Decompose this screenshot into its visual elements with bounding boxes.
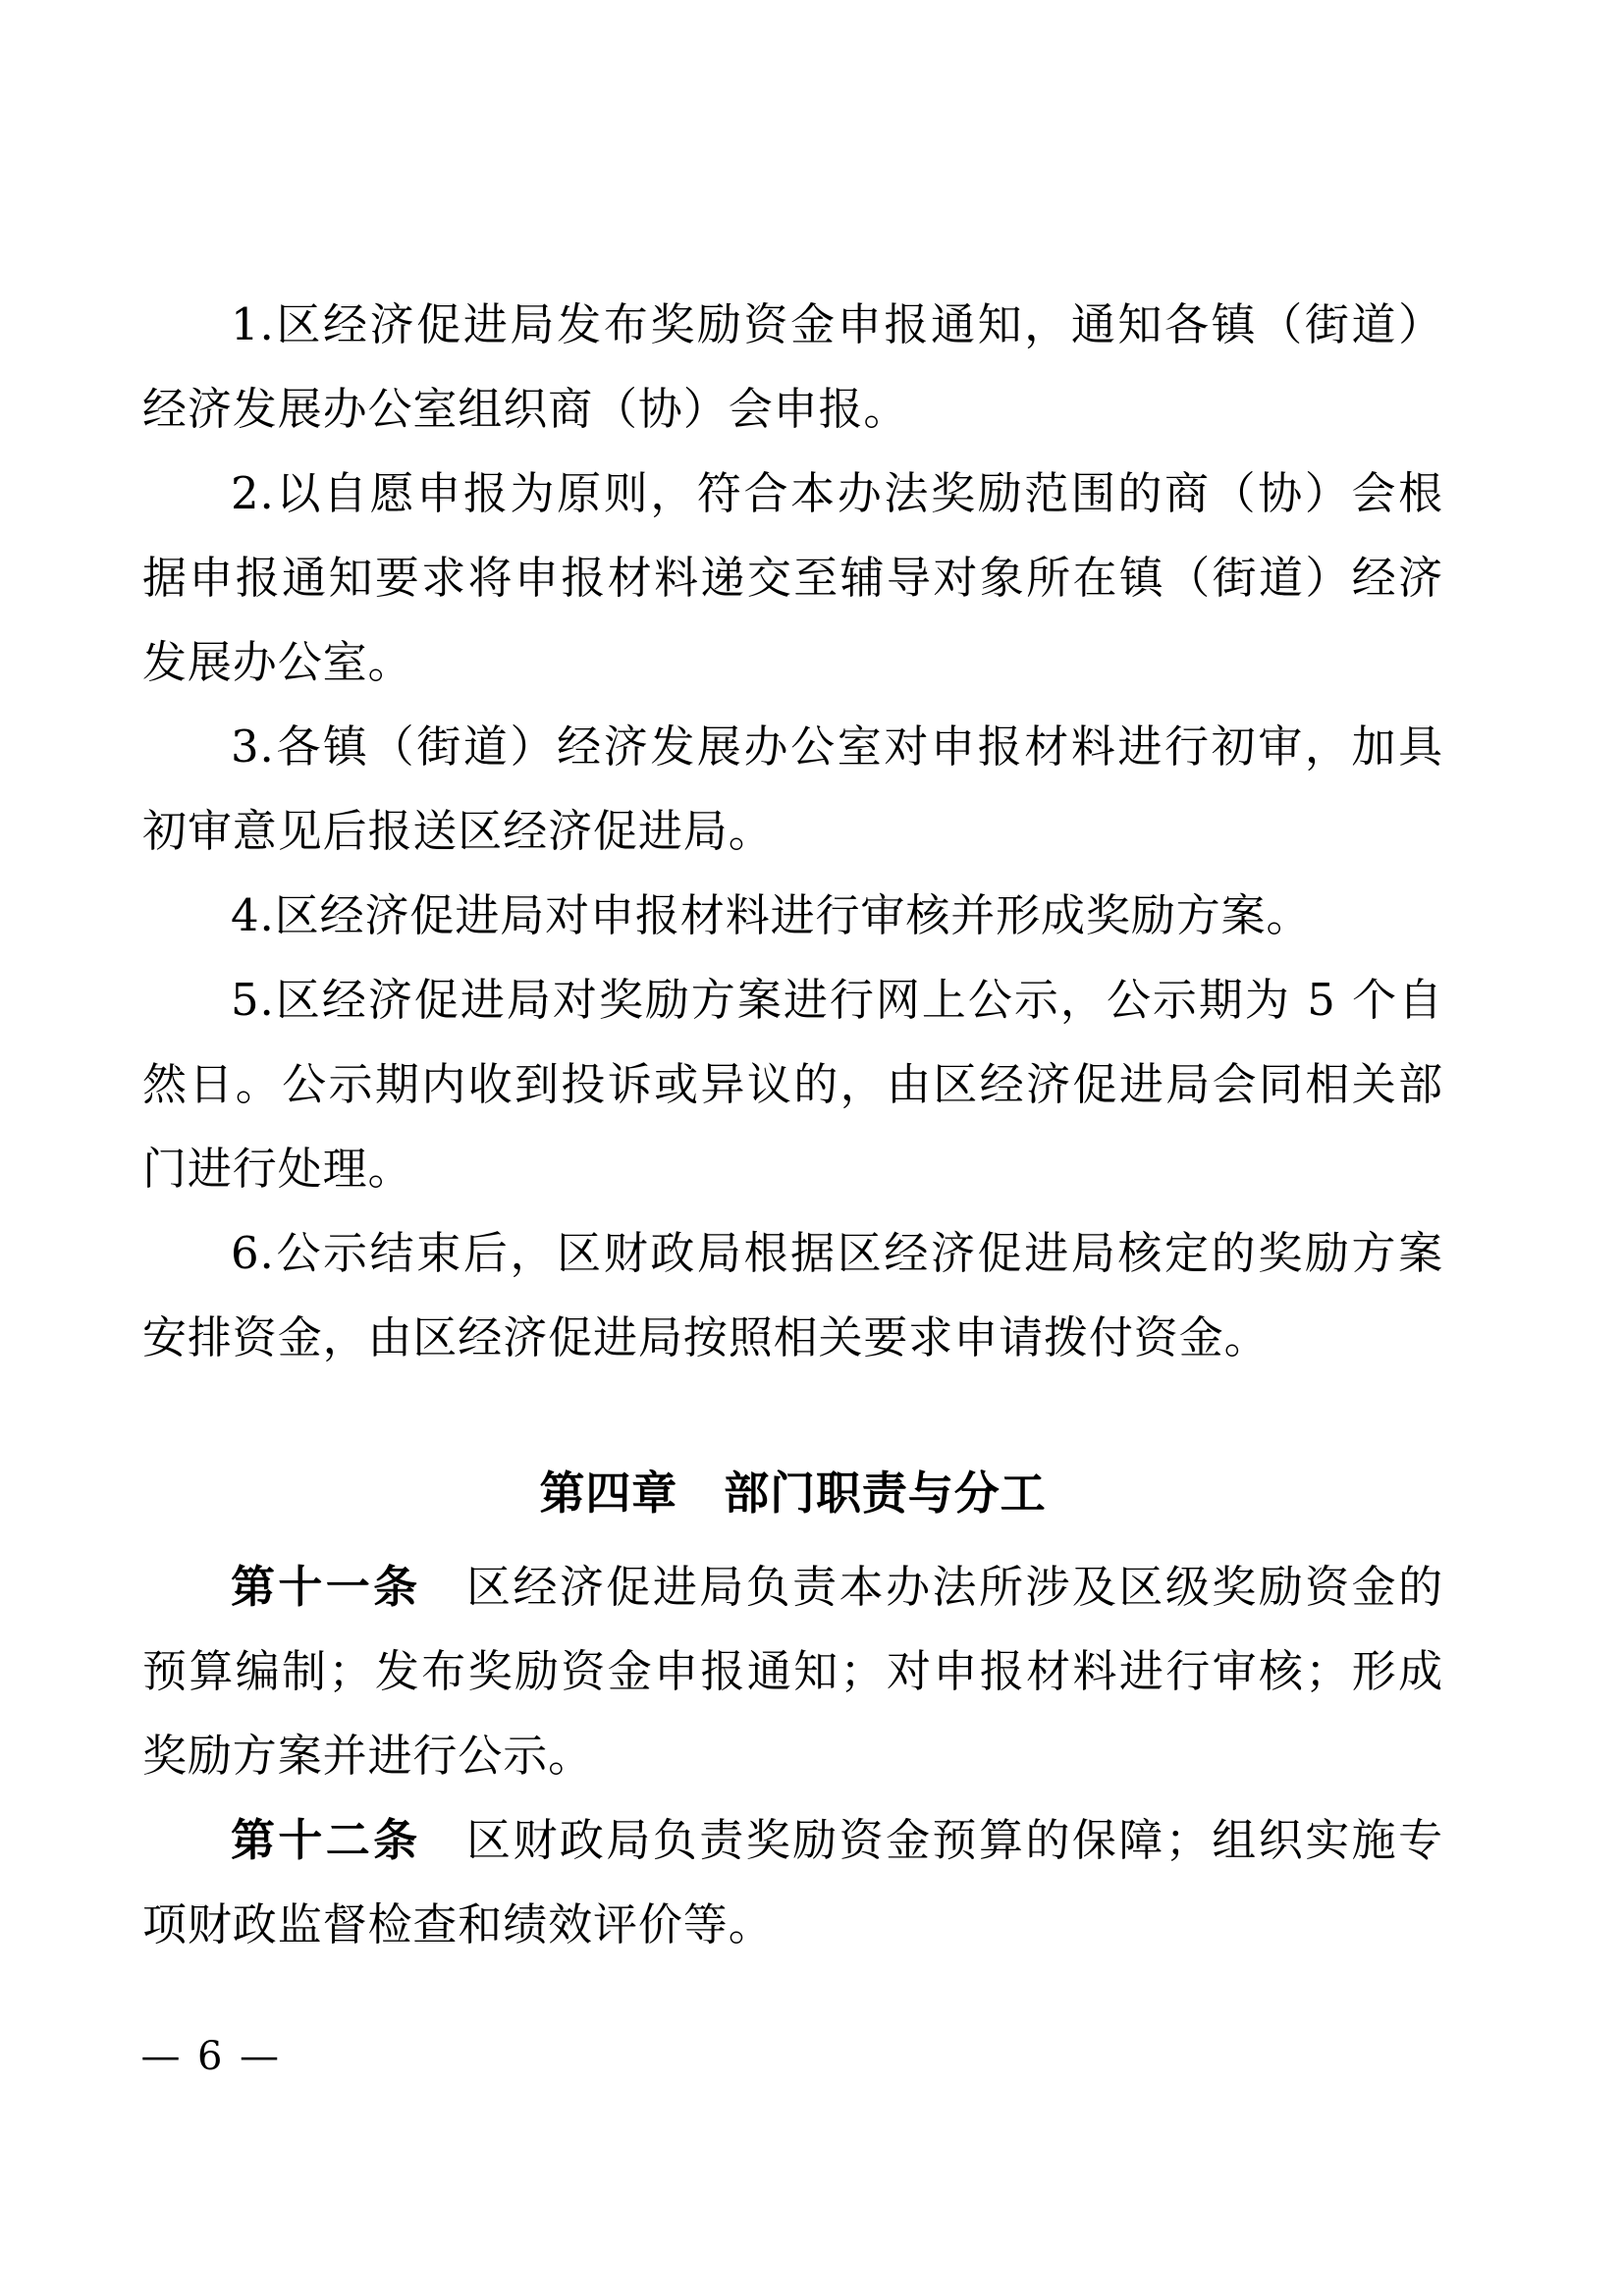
article-eleven-text: 区经济促进局负责本办法所涉及区级奖励资金的预算编制；发布奖励资金申报通知；对申报材料进行审核；形成奖励方案并进行公示。 (142, 1561, 1444, 1782)
article-twelve-text: 区财政局负责奖励资金预算的保障；组织实施专项财政监督检查和绩效评价等。 (142, 1814, 1444, 1950)
article-twelve-label: 第十二条 (231, 1814, 421, 1866)
page-number-footer: — 6 — (140, 2034, 282, 2079)
article-eleven-label: 第十一条 (231, 1561, 421, 1613)
procedure-item-5: 5.区经济促进局对奖励方案进行网上公示，公示期为 5 个自然日。公示期内收到投诉或异议的，由区经济促进局会同相关部门进行处理。 (142, 974, 1443, 1195)
article-eleven (142, 1545, 1443, 1798)
chapter-heading: 第四章 部门职责与分工 (539, 1467, 1047, 1520)
procedure-item-4: 4.区经济促进局对申报材料进行审核并形成奖励方案。 (231, 889, 1312, 941)
heading-spacer (142, 1380, 1443, 1451)
page-content (142, 283, 1443, 1967)
procedure-item-2: 2.以自愿申报为原则，符合本办法奖励范围的商（协）会根据申报通知要求将申报材料递交至辅导对象所在镇（街道）经济发展办公室。 (142, 467, 1443, 688)
procedure-item-3: 3.各镇（街道）经济发展办公室对申报材料进行初审，加具初审意见后报送区经济促进局。 (142, 721, 1443, 857)
procedure-item-6: 6.公示结束后，区财政局根据区经济促进局核定的奖励方案安排资金，由区经济促进局按照相关要求申请拨付资金。 (142, 1227, 1443, 1363)
procedure-item-1: 1.区经济促进局发布奖励资金申报通知，通知各镇（街道）经济发展办公室组织商（协）会申报。 (142, 298, 1443, 435)
article-twelve (142, 1798, 1443, 1967)
post-heading-spacer (142, 1535, 1443, 1545)
